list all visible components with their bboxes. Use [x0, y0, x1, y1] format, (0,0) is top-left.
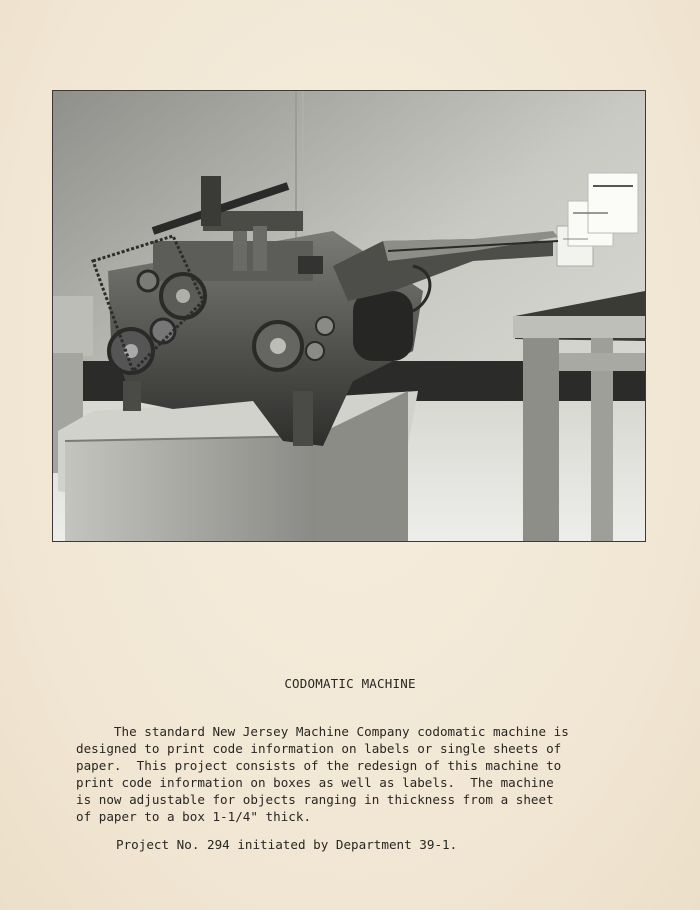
photo-illustration — [53, 91, 645, 541]
body-line: paper. This project consists of the redesign of this machine to — [76, 758, 562, 773]
document-title: CODOMATIC MACHINE — [284, 676, 416, 691]
body-line: of paper to a box 1-1/4" thick. — [76, 809, 312, 824]
body-line: designed to print code information on labels or single sheets of — [76, 741, 562, 756]
description-paragraph — [76, 723, 636, 825]
body-line: print code information on boxes as well as labels. The machine — [76, 775, 554, 790]
body-line: The standard New Jersey Machine Company codomatic machine is — [76, 724, 569, 739]
machine-photograph — [53, 91, 645, 541]
project-reference: Project No. 294 initiated by Department 39-1. — [116, 837, 458, 852]
body-line: is now adjustable for objects ranging in thickness from a sheet — [76, 792, 554, 807]
